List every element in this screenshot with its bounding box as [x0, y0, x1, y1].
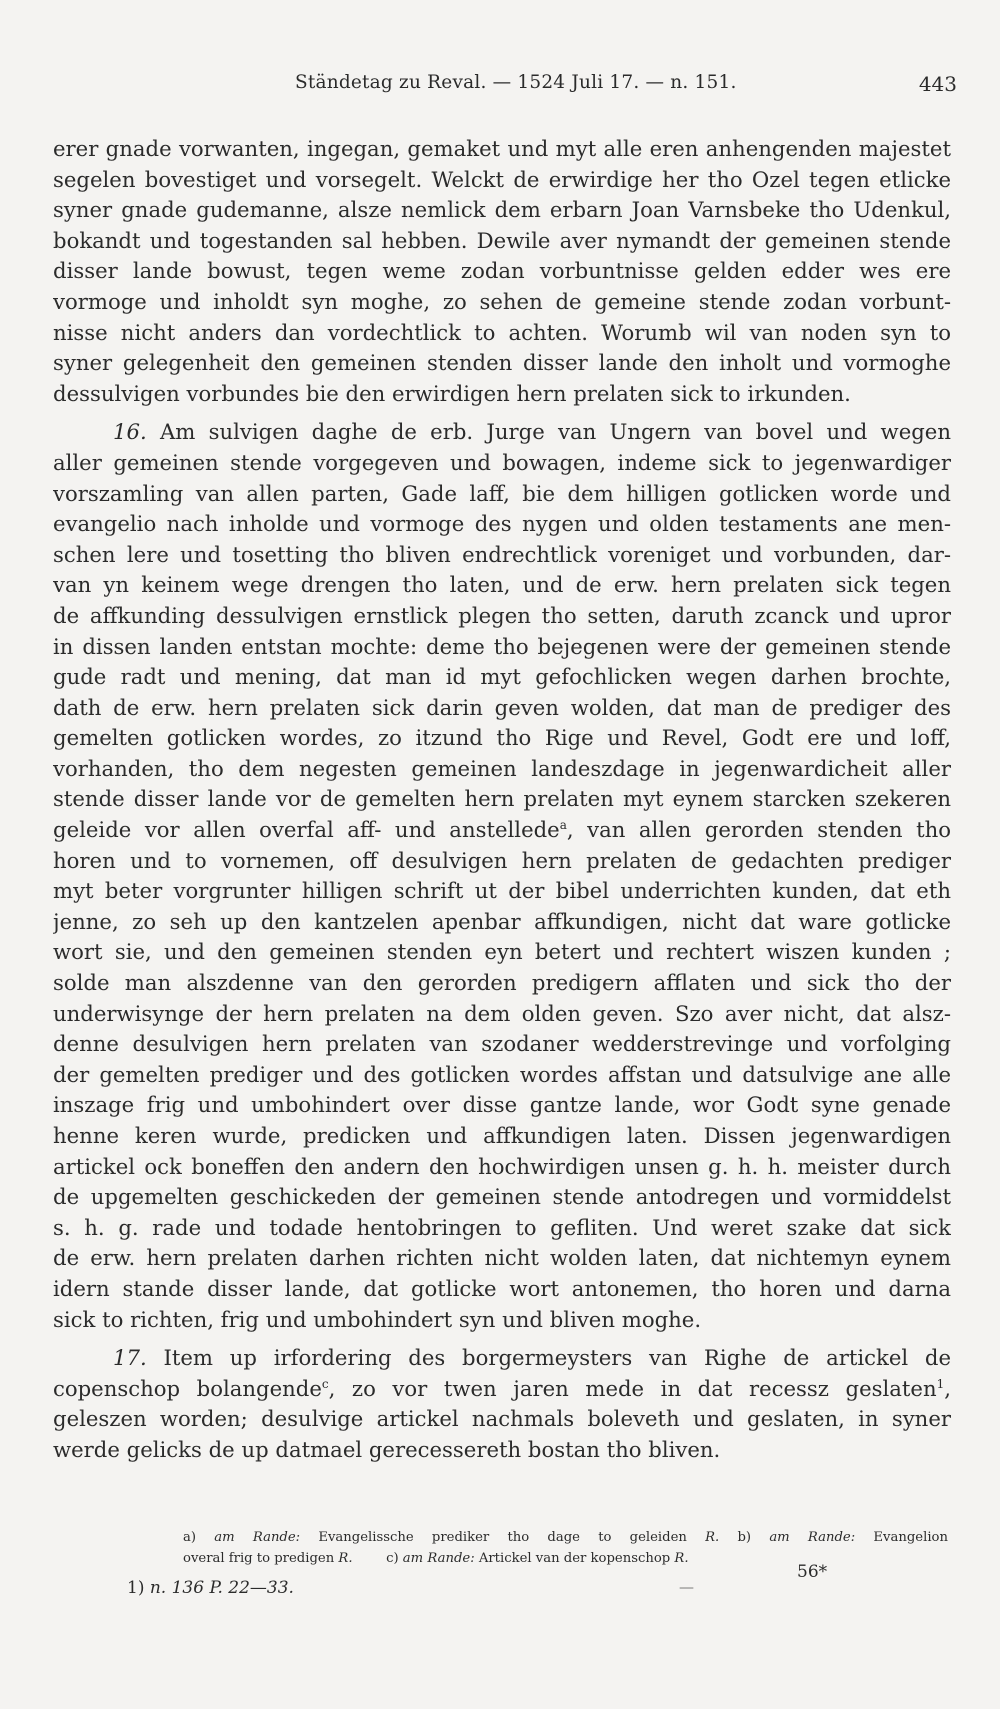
text-line-with-footnotes-c-1 — [53, 1374, 951, 1405]
footnote-line — [183, 1527, 948, 1548]
footnote-marker-1: 1 — [936, 1376, 945, 1391]
text-line: syner gnade gudemanne, alsze nemlick dem erbarn Joan Varnsbeke tho Udenkul, — [53, 197, 951, 223]
text-line: in dissen landen entstan mochte: deme tho bejegenen were der gemeinen stende — [53, 633, 951, 659]
text-line: myt beter vorgrunter hilligen schrift ut der bibel underrichten kunden, dat eth — [53, 878, 951, 904]
text-line: vorszamling van allen parten, Gade laff, bie dem hilligen gotlicken worde und — [53, 480, 951, 506]
text-line: vorhanden, tho dem negesten gemeinen landeszdage in jegenwardicheit aller — [53, 755, 951, 781]
text-segment: , zo vor twen jaren mede in dat recessz geslaten — [328, 1375, 937, 1401]
text-line: denne desulvigen hern prelaten van szodaner wedderstrevinge und vorfolging — [53, 1031, 951, 1057]
text-line: segelen bovestiget und vorsegelt. Welckt de erwirdige her tho Ozel tegen etlicke — [53, 166, 951, 192]
text-line: sick to richten, frig und umbohindert syn und bliven moghe. — [53, 1306, 702, 1332]
body-text — [53, 134, 951, 1466]
footnote-c-text: Artickel van der kopenschop — [478, 1551, 671, 1566]
footnote-b-text-cont: overal frig to predigen — [183, 1551, 335, 1566]
text-line: der gemelten prediger und des gotlicken wordes affstan und datsulvige ane alle — [53, 1061, 951, 1087]
text-segment: , — [944, 1375, 951, 1401]
text-line: horen und to vornemen, off desulvigen hern prelaten de gedachten prediger — [53, 847, 951, 873]
text-line: evangelio nach inholde und vormoge des nygen und olden testaments ane men- — [53, 511, 951, 537]
text-line: gude radt und mening, dat man id myt gefochlicken wegen darhen brochte, — [53, 664, 951, 690]
text-segment: Am sulvigen daghe de erb. Jurge van Ungern van bovel und wegen — [159, 419, 951, 445]
text-line: de upgemelten geschickeden der gemeinen stende antodregen und vormiddelst — [53, 1184, 951, 1210]
text-line: de affkunding dessulvigen ernstlick plegen tho setten, daruth zcanck und upror — [53, 602, 951, 628]
text-line: geleszen worden; desulvige artickel nachmals boleveth und geslaten, in syner — [53, 1406, 951, 1432]
footnote-c-mark: c) — [386, 1551, 399, 1566]
footnote-c-rande: am Rande: — [402, 1551, 475, 1566]
text-line: idern stande disser lande, dat gotlicke wort antonemen, tho horen und darna — [53, 1275, 951, 1301]
text-line: erer gnade vorwanten, ingegan, gemaket und myt alle eren anhengenden majestet — [53, 136, 951, 161]
text-line: syner gelegenheit den gemeinen stenden disser lande den inholt und vormoghe — [53, 350, 951, 376]
editorial-footnote-1 — [127, 1578, 294, 1598]
text-segment: geleide vor allen overfal aff- und anstellede — [53, 817, 560, 843]
footnote-a-mark: a) — [183, 1530, 197, 1545]
text-line: inszage frig und umbohindert over disse gantze lande, wor Godt syne genade — [53, 1092, 951, 1118]
text-segment: copenschop bolangende — [53, 1375, 322, 1401]
text-line: disser lande bowust, tegen weme zodan vorbuntnisse gelden edder wes ere — [53, 258, 951, 284]
text-line: dessulvigen vorbundes bie den erwirdigen hern prelaten sick to irkunden. — [53, 380, 851, 406]
text-line: de erw. hern prelaten darhen richten nicht wolden laten, dat nichtemyn eynem — [53, 1245, 951, 1271]
paragraph-number: 16. — [113, 419, 147, 445]
text-line: underwisynge der hern prelaten na dem olden geven. Szo aver nicht, dat alsz- — [53, 1000, 951, 1026]
footnote-dash: — — [679, 1578, 694, 1596]
footnote-marker-c: c — [321, 1376, 329, 1391]
text-line: s. h. g. rade und todade hentobringen to gefliten. Und weret szake dat sick — [53, 1214, 951, 1240]
footnote-b-source: R. — [338, 1551, 353, 1566]
footnote-a-rande: am Rande: — [214, 1530, 301, 1545]
footnote-a-text: Evangelissche prediker tho dage to geleiden — [318, 1530, 687, 1545]
text-line: gemelten gotlicken wordes, zo itzund tho Rige und Revel, Godt ere und loff, — [53, 725, 951, 751]
text-line: dath de erw. hern prelaten sick darin geven wolden, dat man de prediger des — [53, 694, 951, 720]
footnote-marker-a: a — [559, 818, 567, 832]
text-line: bokandt und togestanden sal hebben. Dewile aver nymandt der gemeinen stende — [53, 227, 951, 253]
text-line: vormoge und inholdt syn moghe, zo sehen de gemeine stende zodan vorbunt- — [53, 288, 951, 314]
text-line: jenne, zo seh up den kantzelen apenbar affkundigen, nicht dat ware gotlicke — [53, 908, 951, 934]
text-line: artickel ock boneffen den andern den hochwirdigen unsen g. h. h. meister durch — [53, 1153, 951, 1179]
sheet-signature: 56* — [797, 1562, 828, 1582]
text-line: van yn keinem wege drengen tho laten, und de erw. hern prelaten sick tegen — [53, 572, 951, 598]
text-line: schen lere und tosetting tho bliven endrechtlick voreniget und vorbunden, dar- — [53, 541, 951, 567]
footnote-1-reference: n. 136 P. 22—33. — [149, 1578, 294, 1598]
text-segment: , van allen gerorden stenden tho — [566, 817, 951, 843]
text-line: nisse nicht anders dan vordechtlick to achten. Worumb wil van noden syn to — [53, 319, 951, 345]
text-line: wort sie, und den gemeinen stenden eyn betert und rechtert wiszen kunden ; — [53, 939, 951, 965]
text-line: werde gelicks de up datmael gerecessereth bostan tho bliven. — [53, 1436, 721, 1462]
paragraph-number: 17. — [113, 1345, 147, 1371]
footnote-b-text: Evangelion — [873, 1530, 948, 1545]
footnote-b-rande: am Rande: — [769, 1530, 856, 1545]
paragraph-16-first-line — [53, 417, 951, 448]
footnote-line — [183, 1548, 823, 1569]
page-header — [0, 72, 1000, 102]
footnote-b-mark: b) — [737, 1530, 752, 1545]
text-line: aller gemeinen stende vorgegeven und bowagen, indeme sick to jegenwardiger — [53, 449, 951, 475]
footnote-c-source: R. — [674, 1551, 689, 1566]
page-number: 443 — [918, 72, 957, 96]
text-line: stende disser lande vor de gemelten hern prelaten myt eynem starcken szekeren — [53, 786, 951, 812]
paragraph-17-first-line — [53, 1343, 951, 1374]
text-line: solde man alszdenne van den gerorden predigern afflaten und sick tho der — [53, 970, 951, 996]
textual-footnotes — [183, 1527, 948, 1569]
text-line-with-footnote-a — [53, 815, 951, 846]
running-title: Ständetag zu Reval. — 1524 Juli 17. — n. 151. — [295, 72, 737, 93]
text-line: henne keren wurde, predicken und affkundigen laten. Dissen jegenwardigen — [53, 1123, 951, 1148]
footnote-a-source: R. — [705, 1530, 720, 1545]
text-segment: Item up irfordering des borgermeysters van Righe de artickel de — [163, 1345, 951, 1371]
footnote-1-mark: 1) — [127, 1578, 145, 1598]
